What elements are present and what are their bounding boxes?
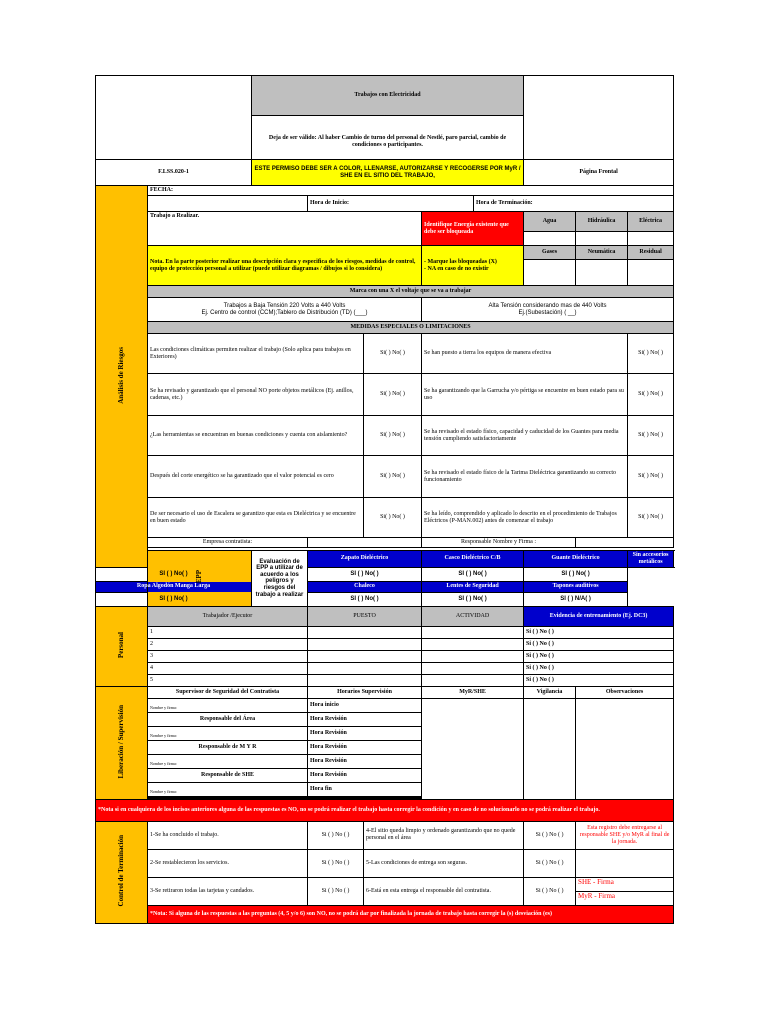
personal-row-1[interactable]: 1: [148, 626, 308, 638]
personal-actividad-5[interactable]: [422, 674, 524, 686]
voltaje-header: Marca con una X el voltaje que se va a trabajar: [148, 286, 674, 298]
permit-table: [95, 75, 674, 924]
epp-lentes-opt[interactable]: SI ( ) No( ): [422, 592, 524, 606]
personal-puesto-4[interactable]: [308, 662, 422, 674]
energy-neumatica: Neumática: [576, 246, 628, 260]
nombre-firma-1[interactable]: Nombre y firma:: [148, 698, 308, 712]
epp-guante: Guante Dieléctrico: [524, 551, 628, 568]
term-left-opt-3[interactable]: Si ( ) No ( ): [308, 877, 364, 905]
lib-header-observaciones: Observaciones: [576, 686, 674, 698]
term-right-1: 4-El sitio queda limpio y ordenado garantizando que no quede personal en el área: [364, 821, 524, 849]
medida-right-1: Se han puesto a tierra los equipos de manera efectiva: [422, 334, 628, 374]
role-myr: Responsable de M Y R: [148, 740, 308, 754]
nombre-firma-2[interactable]: Nombre y firma:: [148, 726, 308, 740]
epp-ropa-opt[interactable]: SI ( ) No( ): [96, 592, 252, 606]
firmas-cell[interactable]: [576, 877, 674, 905]
term-left-opt-1[interactable]: Si ( ) No ( ): [308, 821, 364, 849]
personal-opt-1[interactable]: Si ( ) No ( ): [524, 626, 674, 638]
personal-puesto-5[interactable]: [308, 674, 422, 686]
marque-note: - Marque las bloqueadas (X) - NA en caso de no existir: [422, 246, 524, 286]
epp-casco: Casco Dieléctrico C/B: [422, 551, 524, 568]
term-left-1: 1-Se ha concluido el trabajo.: [148, 821, 308, 849]
personal-header-evidencia: Evidencia de entrenamiento (Ej. DC3): [524, 606, 674, 626]
role-she: Responsable de SHE: [148, 768, 308, 782]
energy-gases-box[interactable]: [524, 260, 576, 286]
personal-actividad-3[interactable]: [422, 650, 524, 662]
energy-electrica: Eléctrica: [628, 212, 674, 232]
hora-revision-4[interactable]: Hora Revisión: [308, 754, 422, 768]
medida-left-4: Después del corte energético se ha garantizado que el valor potencial es cero: [148, 456, 364, 498]
epp-casco-opt[interactable]: SI ( ) No( ): [308, 567, 422, 581]
energy-agua-box[interactable]: [524, 232, 576, 246]
personal-actividad-1[interactable]: [422, 626, 524, 638]
energy-agua: Agua: [524, 212, 576, 232]
personal-header-actividad: ACTIVIDAD: [422, 606, 524, 626]
section-analisis: Análisis de Riesgos: [96, 186, 148, 568]
medida-right-5: Se ha leído, comprendido y aplicado lo descrito en el procedimiento de Trabajos Eléctricos (P-MAN.002) antes de comenzar el trabajo: [422, 498, 628, 538]
energy-hidraulica: Hidráulica: [576, 212, 628, 232]
personal-header-puesto: PUESTO: [308, 606, 422, 626]
energy-residual-box[interactable]: [628, 260, 674, 286]
epp-tapones-opt[interactable]: SI ( ) N/A( ): [524, 592, 628, 606]
hora-termino-field[interactable]: Hora de Terminación:: [474, 196, 674, 212]
medida-left-1: Las condiciones climáticas permiten realizar el trabajo (Solo aplica para trabajos en Exteriores): [148, 334, 364, 374]
liberacion-nota: *Nota si en cualquiera de los incisos anteriores alguna de las respuestas es NO, no se podrá realizar el trabajo hasta corregir la condición y en caso de no solucionarlo no se podrá realizar el trabajo.: [96, 799, 674, 821]
medida-left-opt-3[interactable]: Si( ) No( ): [364, 416, 422, 456]
hora-revision-2[interactable]: Hora Revisión: [308, 726, 422, 740]
voltaje-alta[interactable]: Alta Tensión considerando mas de 440 Volts Ej.(Subestación) ( __): [422, 298, 674, 322]
epp-guante-opt[interactable]: SI ( ) No( ): [422, 567, 524, 581]
medida-left-opt-1[interactable]: Si( ) No( ): [364, 334, 422, 374]
role-area: Responsable del Área: [148, 712, 308, 726]
term-left-2: 2-Se restablecieron los servicios.: [148, 849, 308, 877]
personal-puesto-3[interactable]: [308, 650, 422, 662]
myr-she-cell[interactable]: [422, 698, 524, 799]
energy-neumatica-box[interactable]: [576, 260, 628, 286]
energy-electrica-box[interactable]: [628, 232, 674, 246]
nombre-firma-4[interactable]: Nombre y firma:: [148, 782, 308, 796]
term-right-opt-3[interactable]: Si ( ) No ( ): [524, 877, 576, 905]
responsable-field[interactable]: [576, 538, 674, 548]
trabajo-field[interactable]: Trabajo a Realizar.: [148, 212, 422, 246]
personal-opt-2[interactable]: Si ( ) No ( ): [524, 638, 674, 650]
permit-notice: ESTE PERMISO DEBE SER A COLOR, LLENARSE, AUTORIZARSE Y RECOGERSE POR MyR / SHE EN EL SITIO DEL TRABAJO,: [252, 160, 524, 186]
section-liberacion: Liberación / Supervisión: [96, 686, 148, 799]
hora-revision-3[interactable]: Hora Revisión: [308, 740, 422, 754]
observaciones-cell[interactable]: [576, 698, 674, 799]
lib-header-horarios: Horarios Supervisión: [308, 686, 422, 698]
term-right-opt-2[interactable]: Si ( ) No ( ): [524, 849, 576, 877]
epp-ropa: Ropa Algodón Manga Larga: [96, 581, 252, 592]
medida-left-opt-4[interactable]: Si( ) No( ): [364, 456, 422, 498]
energy-residual: Residual: [628, 246, 674, 260]
personal-actividad-4[interactable]: [422, 662, 524, 674]
hora-fin[interactable]: Hora fin: [308, 782, 422, 796]
term-right-3: 6-Está en esta entrega el responsable del contratista.: [364, 877, 524, 905]
nota-posterior: Nota. En la parte posterior realizar una descripción clara y especifica de los riesgos, medidas de control, equipo de protección personal a utilizar (puede utilizar diagramas / dibujos si lo considera): [148, 246, 422, 286]
medida-right-opt-1[interactable]: Si( ) No( ): [628, 334, 674, 374]
empresa-label: Empresa contratista:: [148, 538, 308, 548]
identifique-note: Identifique Energía existente que debe ser bloqueada: [422, 212, 524, 246]
registro-note: Esta registro debe entregarse al responsable SHE y/o MyR al final de la jornada.: [576, 821, 674, 849]
she-firma[interactable]: SHE - Firma: [576, 878, 673, 892]
medida-left-2: Se ha revisado y garantizado que el personal NO porte objetos metálicos (Ej. anillos, cadenas, etc.): [148, 374, 364, 416]
term-left-opt-2[interactable]: Si ( ) No ( ): [308, 849, 364, 877]
personal-puesto-2[interactable]: [308, 638, 422, 650]
epp-lentes: Lentes de Seguridad: [422, 581, 524, 592]
medidas-header: MEDIDAS ESPECIALES O LIMITACIONES: [148, 322, 674, 334]
medida-left-3: ¿Las herramientas se encuentran en buenas condiciones y cuenta con aislamiento?: [148, 416, 364, 456]
term-right-2: 5-Las condiciones de entrega son seguras.: [364, 849, 524, 877]
lib-header-vigilancia: Vigilancia: [524, 686, 576, 698]
form-title: Trabajos con Electricidad: [252, 76, 524, 116]
medida-right-3: Se ha revisado el estado físico, capacidad y caducidad de los Guantes para media tensión cumpliendo satisfactoriamente: [422, 416, 628, 456]
personal-puesto-1[interactable]: [308, 626, 422, 638]
personal-actividad-2[interactable]: [422, 638, 524, 650]
epp-chaleco: Chaleco: [308, 581, 422, 592]
medida-right-2: Se ha garantizando que la Garrucha y/o pértiga se encuentre en buen estado para su uso: [422, 374, 628, 416]
registro-blank: [576, 849, 674, 877]
epp-label: Evaluación de EPP a utilizar de acuerdo a los peligros y riesgos del trabajo a realizar: [252, 551, 308, 607]
section-epp: EPP: [148, 551, 252, 607]
personal-row-5[interactable]: 5: [148, 674, 308, 686]
epp-accesorios-opt[interactable]: SI ( ) No( ): [524, 567, 628, 581]
epp-zapato: Zapato Dieléctrico: [308, 551, 422, 568]
term-right-opt-1[interactable]: Si ( ) No ( ): [524, 821, 576, 849]
logo-area: [96, 76, 252, 160]
responsable-label: Responsable Nombre y Firma :: [422, 538, 576, 548]
hora-revision-1[interactable]: Hora Revisión: [308, 712, 422, 726]
epp-chaleco-opt[interactable]: SI ( ) No( ): [308, 592, 422, 606]
energy-hidraulica-box[interactable]: [576, 232, 628, 246]
epp-tapones: Tapones auditivos: [524, 581, 628, 592]
lib-header-myr: MyR/SHE: [422, 686, 524, 698]
permit-form: [95, 75, 673, 949]
form-code: F.LSS.020-1: [96, 160, 252, 186]
page-label: Página Frontal: [524, 160, 674, 186]
medida-left-opt-5[interactable]: Si( ) No( ): [364, 498, 422, 538]
epp-accesorios: Sin accesorios metálicos: [628, 551, 674, 568]
vigilancia-cell[interactable]: [524, 698, 576, 799]
voltaje-baja[interactable]: Trabajos a Baja Tensión 220 Volts a 440 Volts Ej. Centro de control (CCM);Tablero de Distribución (TD) (___): [148, 298, 422, 322]
hora-inicio-field[interactable]: Hora de Inicio:: [308, 196, 474, 212]
myr-firma[interactable]: MyR - Firma: [578, 891, 615, 900]
medida-right-opt-4[interactable]: Si( ) No( ): [628, 456, 674, 498]
fecha-field[interactable]: FECHA:: [148, 186, 674, 196]
medida-right-opt-5[interactable]: Si( ) No( ): [628, 498, 674, 538]
medida-right-4: Se ha revisado el estado físico de la Tarima Dieléctrica garantizando su correcto funcionamiento: [422, 456, 628, 498]
hora-inicio[interactable]: Hora inicio: [308, 698, 422, 712]
hora-revision-5[interactable]: Hora Revisión: [308, 768, 422, 782]
lib-header-supervisor: Supervisor de Seguridad del Contratista: [148, 686, 308, 698]
personal-opt-4[interactable]: Si ( ) No ( ): [524, 662, 674, 674]
nombre-firma-3[interactable]: Nombre y firma:: [148, 754, 308, 768]
epp-zapato-opt[interactable]: SI ( ) No( ): [96, 567, 252, 581]
medida-right-opt-3[interactable]: Si( ) No( ): [628, 416, 674, 456]
section-control: Control de Terminación: [96, 821, 148, 923]
personal-row-3[interactable]: 3: [148, 650, 308, 662]
terminacion-nota: *Nota: Si alguna de las respuestas a las preguntas (4, 5 y/o 6) son NO, no se podrá dar por finalizada la jornada de trabajo hasta corregir la (s) desviación (es): [148, 905, 674, 923]
term-left-3: 3-Se retiraron todas las tarjetas y candados.: [148, 877, 308, 905]
medida-right-opt-2[interactable]: Si( ) No( ): [628, 374, 674, 416]
section-personal: Personal: [96, 606, 148, 686]
empresa-field[interactable]: [308, 538, 422, 548]
medida-left-5: De ser necesario el uso de Escalera se garantizo que esta es Dieléctrica y se encuentre en buen estado: [148, 498, 364, 538]
personal-row-2[interactable]: 2: [148, 638, 308, 650]
personal-header-trabajador: Trabajador /Ejecutor: [148, 606, 308, 626]
personal-opt-5[interactable]: Si ( ) No ( ): [524, 674, 674, 686]
header-right-box: [524, 76, 674, 160]
personal-row-4[interactable]: 4: [148, 662, 308, 674]
personal-opt-3[interactable]: Si ( ) No ( ): [524, 650, 674, 662]
validity-note: Deja de ser válido: Al haber Cambio de turno del personal de Nestlé, paro parcial, cambio de condiciones o participantes.: [252, 116, 524, 160]
energy-gases: Gases: [524, 246, 576, 260]
medida-left-opt-2[interactable]: Si( ) No( ): [364, 374, 422, 416]
